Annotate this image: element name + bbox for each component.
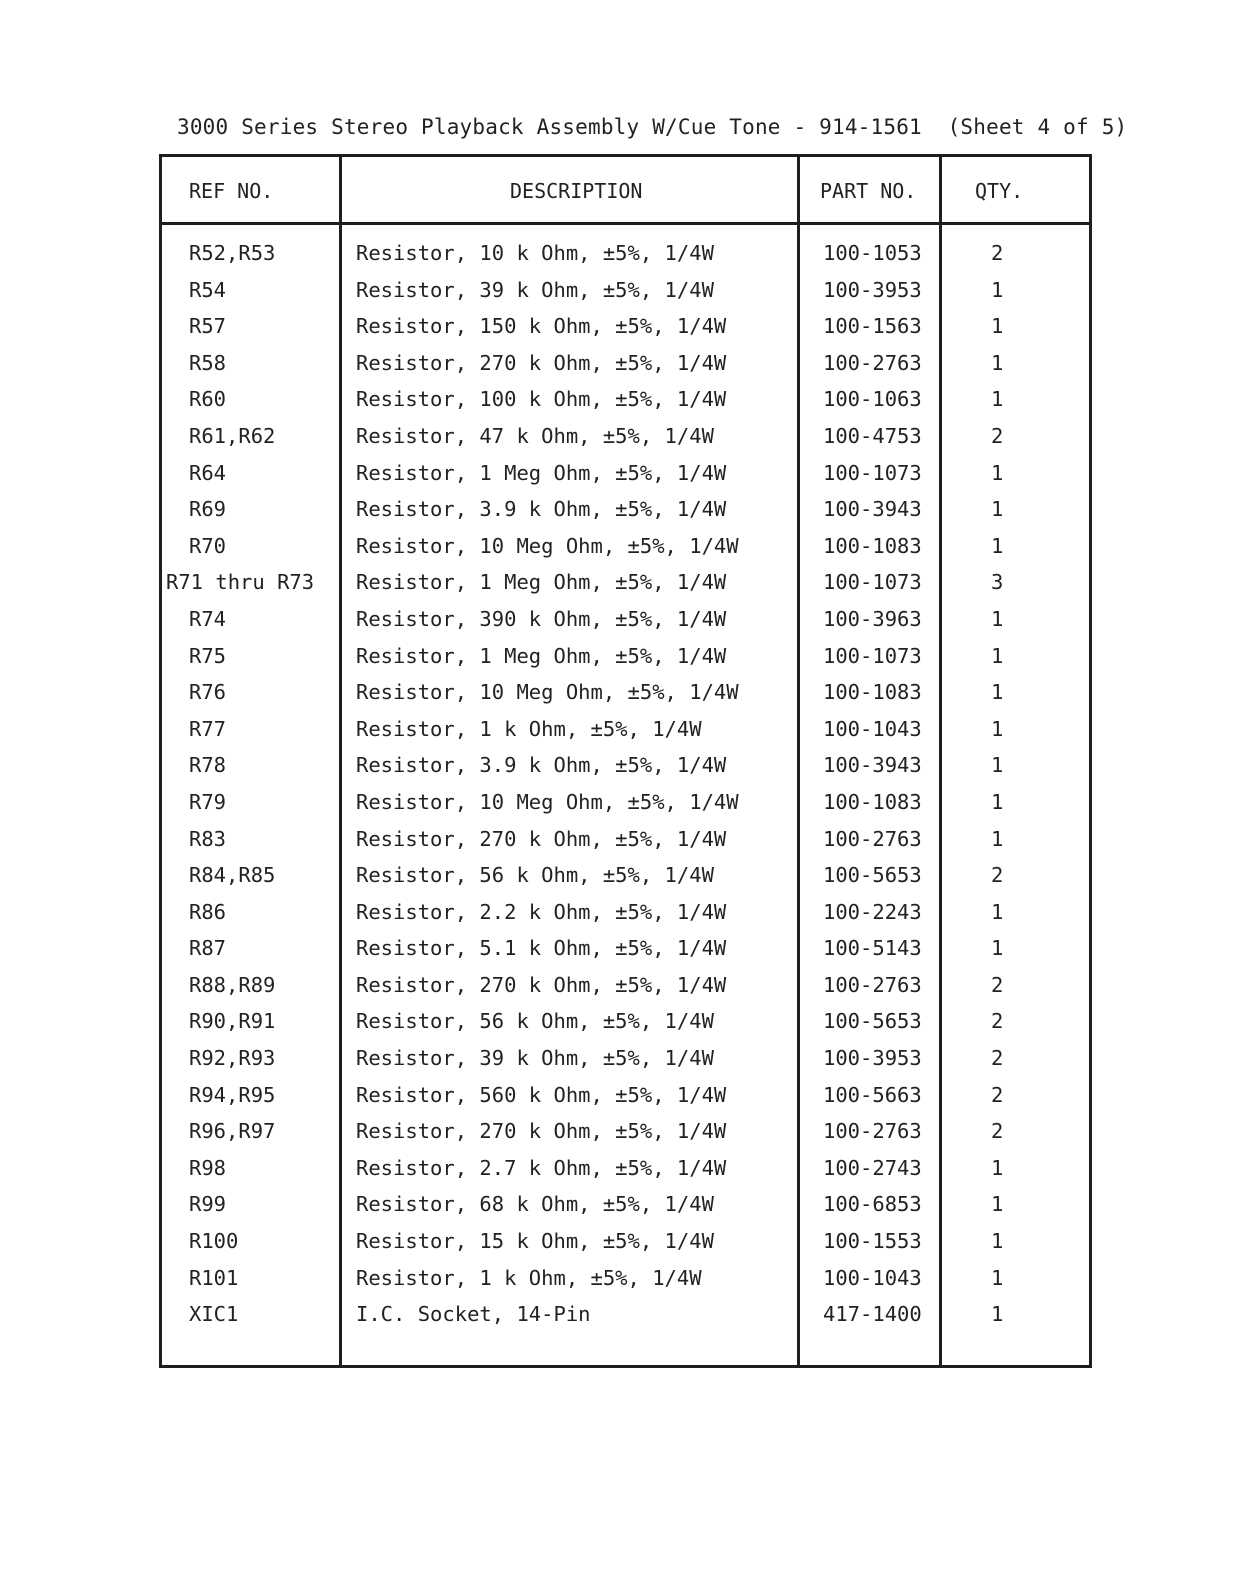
ref-no-cell: R70 [189,533,227,558]
description-cell: Resistor, 1 Meg Ohm, ±5%, 1/4W [356,570,727,595]
table-row [162,422,1089,459]
description-cell: Resistor, 3.9 k Ohm, ±5%, 1/4W [356,497,727,522]
qty-cell: 1 [991,680,1004,705]
ref-no-cell: R58 [189,350,227,375]
description-cell: Resistor, 1 k Ohm, ±5%, 1/4W [356,716,702,741]
ref-no-cell: R77 [189,716,227,741]
qty-cell: 1 [991,936,1004,961]
qty-cell: 1 [991,497,1004,522]
part-no-cell: 100-1053 [823,241,922,265]
description-cell: Resistor, 390 k Ohm, ±5%, 1/4W [356,606,727,631]
ref-no-cell: R84,R85 [189,863,276,888]
table-row [162,568,1089,605]
table-row [162,532,1089,569]
table-body [162,239,1089,1337]
part-no-cell: 100-1043 [823,716,922,741]
ref-no-cell: R86 [189,899,227,924]
table-row [162,678,1089,715]
table-row [162,459,1089,496]
description-cell: Resistor, 68 k Ohm, ±5%, 1/4W [356,1192,714,1217]
qty-cell: 1 [991,789,1004,814]
header-ref-no: REF NO. [189,179,274,203]
table-row [162,751,1089,788]
description-cell: Resistor, 5.1 k Ohm, ±5%, 1/4W [356,936,727,961]
qty-cell: 1 [991,1265,1004,1290]
ref-no-cell: R61,R62 [189,423,276,448]
qty-cell: 3 [991,570,1004,595]
table-row [162,788,1089,825]
ref-no-cell: R98 [189,1155,227,1180]
qty-cell: 1 [991,1302,1004,1327]
table-row [162,312,1089,349]
table-row [162,239,1089,276]
qty-cell: 2 [991,1046,1004,1071]
qty-cell: 1 [991,1155,1004,1180]
qty-cell: 1 [991,1192,1004,1217]
ref-no-cell: R71 thru R73 [166,570,315,595]
header-divider [162,222,1089,225]
part-no-cell: 417-1400 [823,1302,922,1327]
description-cell: Resistor, 270 k Ohm, ±5%, 1/4W [356,826,727,851]
ref-no-cell: R99 [189,1192,227,1217]
part-no-cell: 100-3953 [823,1046,922,1071]
qty-cell: 1 [991,606,1004,631]
qty-cell: 1 [991,533,1004,558]
description-cell: Resistor, 10 Meg Ohm, ±5%, 1/4W [356,680,739,705]
ref-no-cell: R100 [189,1229,239,1254]
table-row [162,349,1089,386]
header-description: DESCRIPTION [510,179,643,203]
ref-no-cell: R101 [189,1265,239,1290]
description-cell: Resistor, 10 Meg Ohm, ±5%, 1/4W [356,533,739,558]
part-no-cell: 100-5663 [823,1082,922,1107]
ref-no-cell: R79 [189,789,227,814]
part-no-cell: 100-3943 [823,753,922,778]
table-row [162,495,1089,532]
part-no-cell: 100-2743 [823,1155,922,1180]
part-no-cell: 100-6853 [823,1192,922,1217]
part-no-cell: 100-5143 [823,936,922,961]
ref-no-cell: R87 [189,936,227,961]
ref-no-cell: R94,R95 [189,1082,276,1107]
table-row [162,1154,1089,1191]
description-cell: Resistor, 15 k Ohm, ±5%, 1/4W [356,1229,714,1254]
part-no-cell: 100-2763 [823,972,922,997]
ref-no-cell: R78 [189,753,227,778]
part-no-cell: 100-5653 [823,863,922,888]
table-row [162,825,1089,862]
qty-cell: 1 [991,716,1004,741]
qty-cell: 1 [991,826,1004,851]
description-cell: Resistor, 2.2 k Ohm, ±5%, 1/4W [356,899,727,924]
ref-no-cell: R54 [189,277,227,302]
qty-cell: 2 [991,423,1004,448]
table-row [162,385,1089,422]
table-row [162,934,1089,971]
part-no-cell: 100-4753 [823,423,922,448]
ref-no-cell: R52,R53 [189,241,276,265]
qty-cell: 1 [991,387,1004,412]
qty-cell: 1 [991,314,1004,339]
description-cell: Resistor, 10 k Ohm, ±5%, 1/4W [356,241,714,265]
qty-cell: 1 [991,643,1004,668]
table-row [162,1081,1089,1118]
ref-no-cell: R76 [189,680,227,705]
ref-no-cell: R88,R89 [189,972,276,997]
qty-cell: 1 [991,753,1004,778]
description-cell: Resistor, 56 k Ohm, ±5%, 1/4W [356,863,714,888]
description-cell: Resistor, 100 k Ohm, ±5%, 1/4W [356,387,727,412]
ref-no-cell: R92,R93 [189,1046,276,1071]
ref-no-cell: XIC1 [189,1302,239,1327]
qty-cell: 2 [991,1082,1004,1107]
part-no-cell: 100-2243 [823,899,922,924]
qty-cell: 1 [991,1229,1004,1254]
part-no-cell: 100-1083 [823,789,922,814]
qty-cell: 2 [991,1009,1004,1034]
table-row [162,1007,1089,1044]
part-no-cell: 100-1043 [823,1265,922,1290]
table-row [162,1227,1089,1264]
table-row [162,276,1089,313]
description-cell: Resistor, 270 k Ohm, ±5%, 1/4W [356,350,727,375]
table-row [162,1300,1089,1337]
description-cell: Resistor, 2.7 k Ohm, ±5%, 1/4W [356,1155,727,1180]
description-cell: Resistor, 39 k Ohm, ±5%, 1/4W [356,1046,714,1071]
part-no-cell: 100-2763 [823,350,922,375]
part-no-cell: 100-5653 [823,1009,922,1034]
description-cell: Resistor, 150 k Ohm, ±5%, 1/4W [356,314,727,339]
part-no-cell: 100-3963 [823,606,922,631]
description-cell: Resistor, 10 Meg Ohm, ±5%, 1/4W [356,789,739,814]
ref-no-cell: R64 [189,460,227,485]
description-cell: Resistor, 1 k Ohm, ±5%, 1/4W [356,1265,702,1290]
part-no-cell: 100-2763 [823,1119,922,1144]
part-no-cell: 100-1073 [823,570,922,595]
parts-table [159,154,1092,1368]
table-row [162,1117,1089,1154]
table-row [162,1044,1089,1081]
ref-no-cell: R90,R91 [189,1009,276,1034]
description-cell: Resistor, 47 k Ohm, ±5%, 1/4W [356,423,714,448]
description-cell: I.C. Socket, 14-Pin [356,1302,591,1327]
part-no-cell: 100-2763 [823,826,922,851]
table-row [162,898,1089,935]
part-no-cell: 100-1073 [823,643,922,668]
description-cell: Resistor, 1 Meg Ohm, ±5%, 1/4W [356,460,727,485]
description-cell: Resistor, 560 k Ohm, ±5%, 1/4W [356,1082,727,1107]
ref-no-cell: R74 [189,606,227,631]
qty-cell: 2 [991,241,1004,265]
part-no-cell: 100-3953 [823,277,922,302]
qty-cell: 1 [991,460,1004,485]
qty-cell: 1 [991,899,1004,924]
description-cell: Resistor, 3.9 k Ohm, ±5%, 1/4W [356,753,727,778]
description-cell: Resistor, 39 k Ohm, ±5%, 1/4W [356,277,714,302]
qty-cell: 1 [991,277,1004,302]
description-cell: Resistor, 270 k Ohm, ±5%, 1/4W [356,972,727,997]
description-cell: Resistor, 270 k Ohm, ±5%, 1/4W [356,1119,727,1144]
qty-cell: 1 [991,350,1004,375]
header-part-no: PART NO. [820,179,917,203]
part-no-cell: 100-1083 [823,533,922,558]
table-row [162,971,1089,1008]
qty-cell: 2 [991,1119,1004,1144]
description-cell: Resistor, 56 k Ohm, ±5%, 1/4W [356,1009,714,1034]
ref-no-cell: R69 [189,497,227,522]
qty-cell: 2 [991,972,1004,997]
page-title: 3000 Series Stereo Playback Assembly W/Cue Tone - 914-1561 (Sheet 4 of 5) [177,115,1128,139]
ref-no-cell: R57 [189,314,227,339]
ref-no-cell: R83 [189,826,227,851]
ref-no-cell: R96,R97 [189,1119,276,1144]
description-cell: Resistor, 1 Meg Ohm, ±5%, 1/4W [356,643,727,668]
table-row [162,1264,1089,1301]
table-row [162,642,1089,679]
table-row [162,1190,1089,1227]
part-no-cell: 100-1063 [823,387,922,412]
qty-cell: 2 [991,863,1004,888]
part-no-cell: 100-1553 [823,1229,922,1254]
part-no-cell: 100-1083 [823,680,922,705]
ref-no-cell: R75 [189,643,227,668]
part-no-cell: 100-3943 [823,497,922,522]
table-row [162,715,1089,752]
part-no-cell: 100-1563 [823,314,922,339]
header-qty: QTY. [975,179,1024,203]
table-row [162,861,1089,898]
table-row [162,605,1089,642]
ref-no-cell: R60 [189,387,227,412]
part-no-cell: 100-1073 [823,460,922,485]
